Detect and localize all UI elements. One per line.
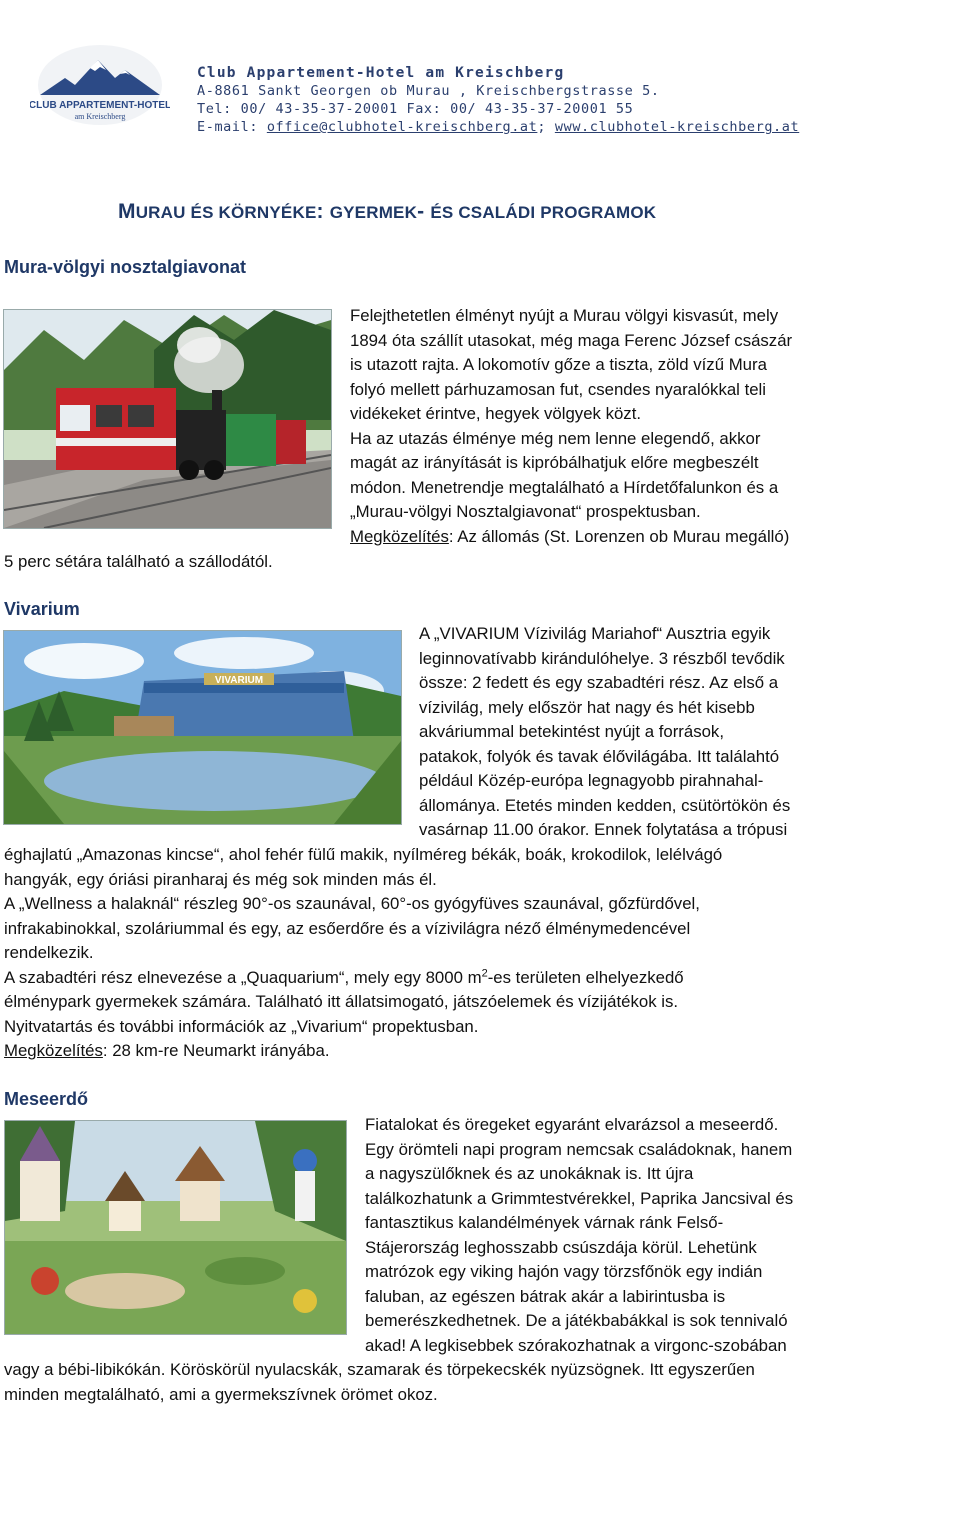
fairy-forest-heading: Meseerdő bbox=[4, 1089, 89, 1109]
svg-text:am Kreischberg: am Kreischberg bbox=[74, 112, 126, 121]
hotel-phone: Tel: 00/ 43-35-37-20001 Fax: 00/ 43-35-37-20001 55 bbox=[197, 101, 634, 117]
fairy-forest-photo bbox=[4, 1120, 347, 1335]
website-link[interactable]: www.clubhotel-kreischberg.at bbox=[554, 119, 800, 135]
train-description: Felejthetetlen élményt nyújt a Murau völgyi kisvasút, mely 1894 óta szállít utasokat, még maga Ferenc József császár is utazott rajta. A lokomotív gőze a tiszta, zöld vízű Mura folyó mellett párhuzamosan fut, csendes nyaralókkal teli vidékeket érintve, hegyek völgyek közt. Ha az utazás élménye még nem lenne elegendő, akkor magát az irányítását is kipróbálhatjuk előre megbeszélt módon. Menetrendje megtalálható a Hírdetőfalunkon és a „Murau-völgyi Nosztalgiavonat“ prospektusban. Megközelítés: Az állomás (St. Lorenzen ob Murau megálló) bbox=[350, 306, 793, 546]
page-title: MURAU ÉS KÖRNYÉKE: GYERMEK- ÉS CSALÁDI PROGRAMOK bbox=[118, 200, 657, 223]
svg-text:VIVARIUM: VIVARIUM bbox=[214, 675, 264, 686]
vivarium-details: éghajlatú „Amazonas kincse“, ahol fehér fülű makik, nyílméreg békák, boák, krokodilok, lelélvágó hangyák, egy óriási piranharaj és még sok minden más él. A „Wellness a halaknál“ részleg 90°-os szaunával, 60°-os gyógyfüves szaunával, gőzfürdővel, infrakabinokkal, szoláriummal és egy, az esőerdőre és a vízivilágra néző élménymedencével rendelkezik. A szabadtéri rész elnevezése a „Quaquarium“, mely egy 8000 $m^2-es$ területen elhelyezkedő élménypark gyermekek számára. Található itt állatsimogató, játszóelemek és vízijátékok is. Nyitvatartás és további információk az „Vivarium“ propektusban. Megközelítés: 28 km-re Neumarkt irányába. bbox=[4, 845, 723, 1060]
hotel-name: Club Appartement-Hotel am Kreischberg bbox=[197, 65, 565, 81]
vivarium-access-label: Megközelítés bbox=[4, 1041, 103, 1060]
fairy-forest-details: vagy a bébi-libikókán. Köröskörül nyulacskák, szamarak és törpekecskék nyüzsögnek. Itt egyszerűen minden megtalálható, ami a gyermekszívnek örömet okoz. bbox=[4, 1360, 755, 1404]
hotel-email-line: E-mail: office@clubhotel-kreischberg.at; www.clubhotel-kreischberg.at bbox=[197, 119, 800, 135]
vivarium-heading: Vivarium bbox=[4, 599, 80, 619]
hotel-logo bbox=[30, 40, 170, 140]
hotel-contact-block bbox=[197, 64, 799, 136]
vivarium-intro: A „VIVARIUM Vízivilág Mariahof“ Ausztria egyik leginnovatívabb kirándulóhelye. 3 részből tevődik össze: 2 fedett és egy szabadtéri rész. Az első a vízivilág, mely először hat nagy és hét kisebb akváriummal betekintést nyújt a források, patakok, folyók és tavak élővilágába. Itt találahtó például Közép-európa legnagyobb pirahnahal- állománya. Etetés minden kedden, csütörtökön és vasárnap 11.00 órakor. Ennek folytatása a trópusi bbox=[419, 624, 791, 839]
train-heading: Mura-völgyi nosztalgiavonat bbox=[4, 257, 247, 277]
train-photo bbox=[3, 309, 332, 529]
train-access-label: Megközelítés bbox=[350, 526, 449, 546]
svg-text:CLUB APPARTEMENT-HOTEL: CLUB APPARTEMENT-HOTEL bbox=[30, 100, 170, 111]
fairy-forest-intro: Fiatalokat és öregeket egyaránt elvarázsol a meseerdő. Egy örömteli napi program nemcsak családoknak, hanem a nagyszülőknek és az unokáknak is. Itt újra találkozhatunk a Grimmtestvérekkel, Paprika Jancsival és fantasztikus kalandélmények várnak ránk Felső- Stájerország leghosszabb csúszdája körül. Lehetünk matrózok egy viking hajón vagy törzsfőnök egy indián faluban, az egészen bátrak akár a labirintusba is bemerészkedhetnek. De a játékbabákkal is sok tennivaló akad! A legkisebbek szórakozhatnak a virgonc-szobában bbox=[365, 1115, 794, 1355]
hotel-address: A-8861 Sankt Georgen ob Murau , Kreischbergstrasse 5. bbox=[197, 83, 660, 99]
email-link[interactable]: office@clubhotel-kreischberg.at bbox=[266, 119, 538, 135]
vivarium-photo bbox=[3, 630, 402, 825]
train-walk-note: 5 perc sétára található a szállodától. bbox=[4, 552, 273, 571]
